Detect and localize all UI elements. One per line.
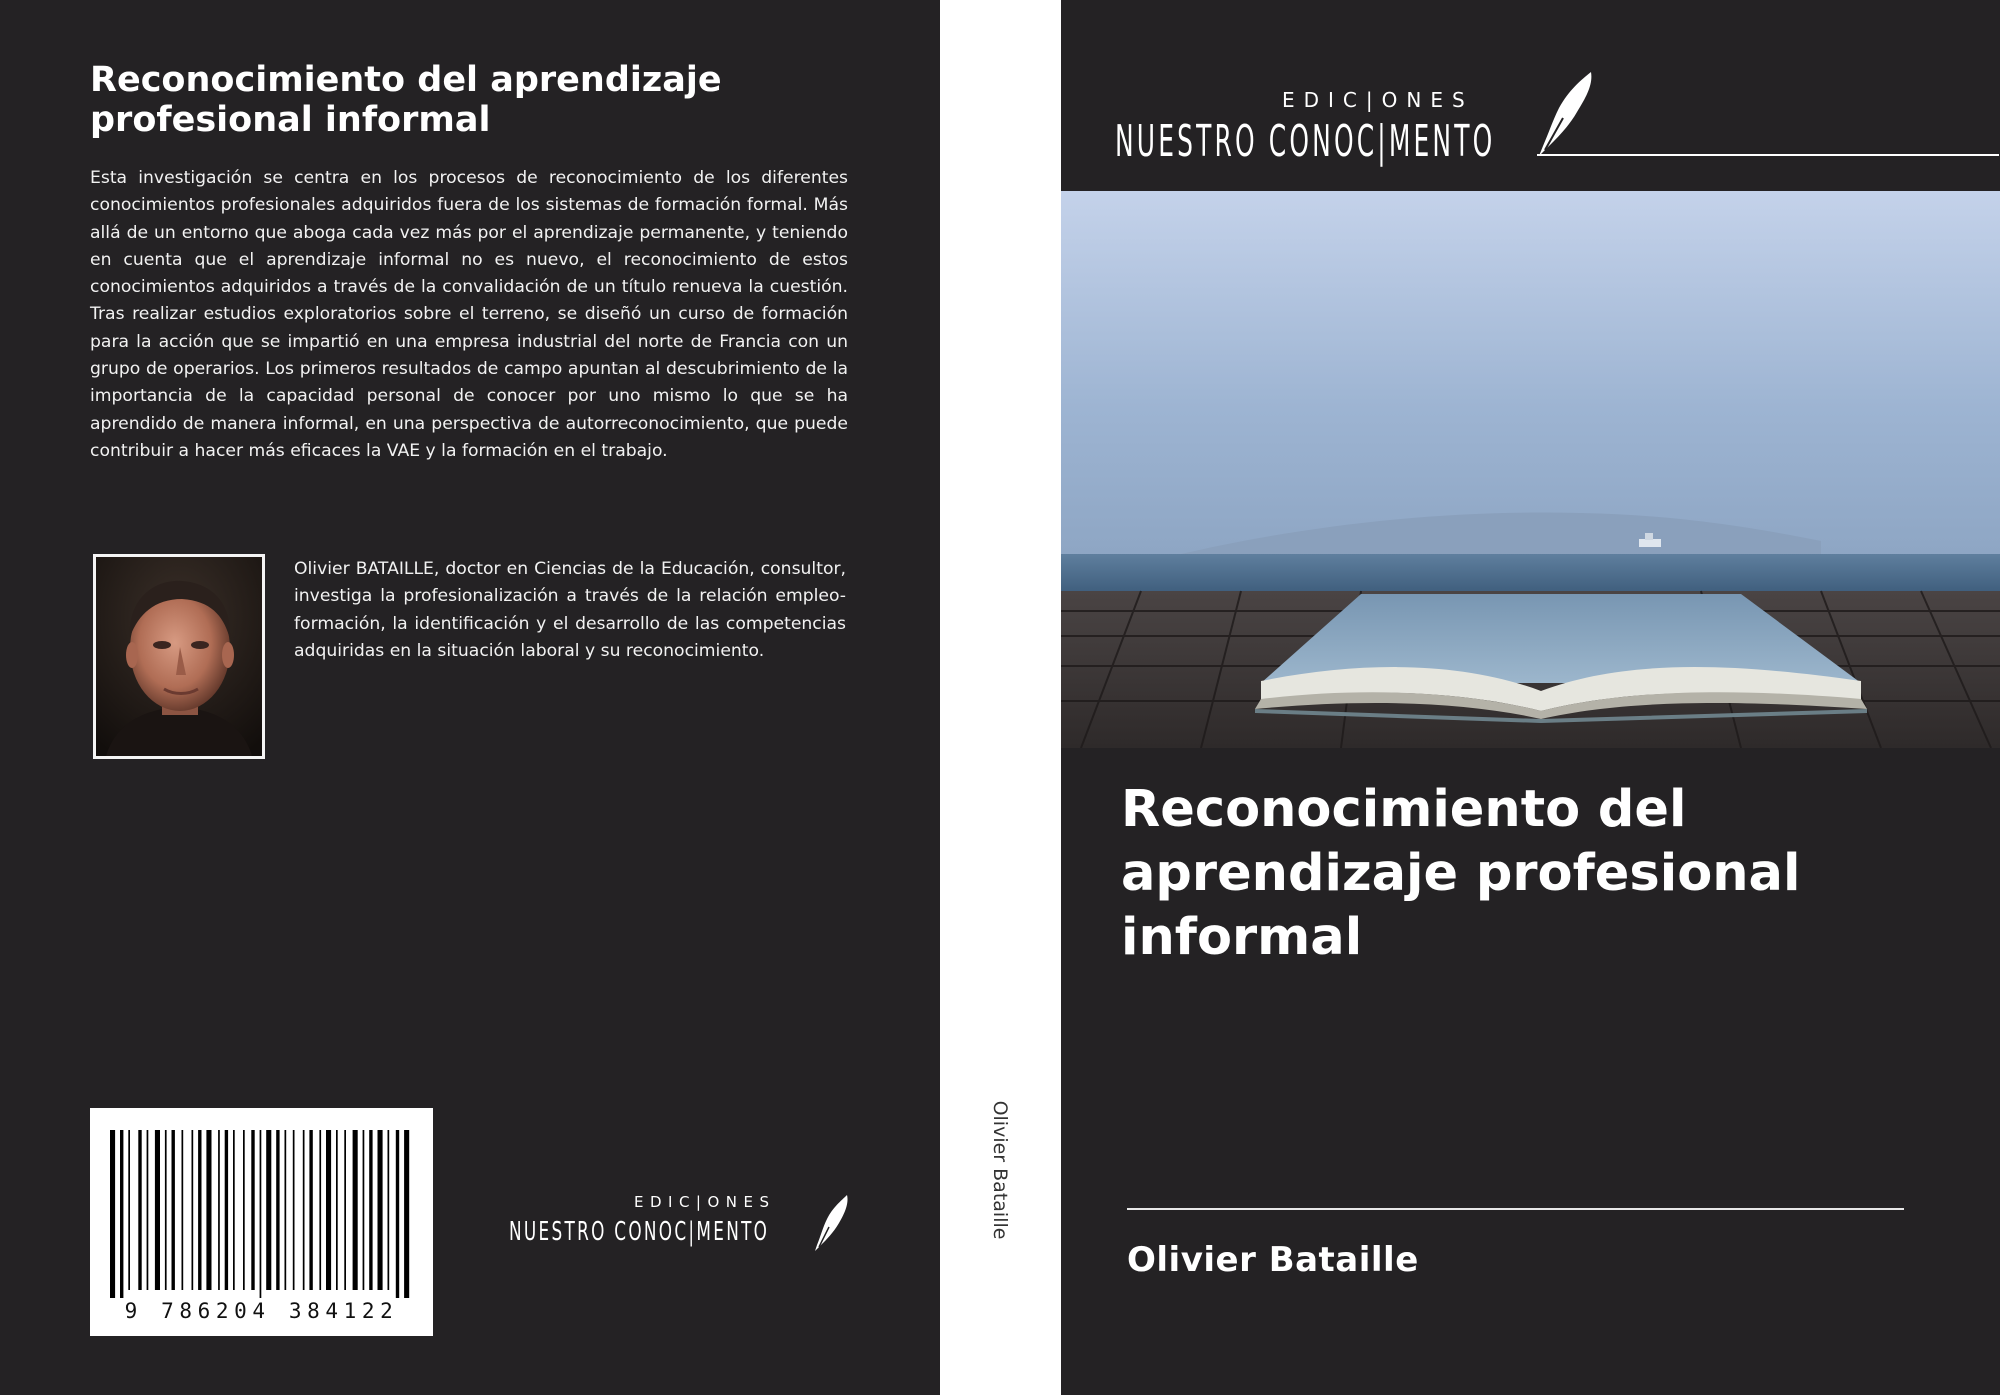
publisher-logo-front	[1115, 70, 2000, 167]
barcode-bar	[293, 1130, 295, 1290]
barcode-bar	[353, 1130, 358, 1290]
spine-author: Olivier Bataille	[989, 1100, 1011, 1240]
barcode-bar	[396, 1130, 399, 1298]
cover-image-open-book-sea	[1061, 191, 2000, 748]
barcode-bar	[206, 1130, 211, 1290]
author-photo	[93, 554, 265, 759]
barcode-bar	[319, 1130, 321, 1290]
barcode-bar	[363, 1130, 365, 1290]
publisher-line1: EDIC|ONES	[1282, 88, 1474, 112]
author-bio: Olivier BATAILLE, doctor en Ciencias de la Educación, consultor, investiga la profesionalización a través de la relación empleo-formación, la identificación y el desarrollo de las competencias adquiridas en la situación laboral y su reconocimiento.	[294, 559, 846, 661]
barcode-bar	[147, 1130, 149, 1290]
barcode-bar	[266, 1130, 271, 1290]
barcode-bar	[260, 1130, 262, 1298]
isbn-barcode	[90, 1108, 433, 1336]
isbn-digits: 9 786204 384122	[124, 1299, 399, 1323]
barcode-bar	[369, 1130, 372, 1290]
barcode-bar	[138, 1130, 141, 1290]
barcode-bar	[276, 1130, 279, 1290]
barcode-bar	[336, 1130, 338, 1290]
barcode-bar	[326, 1130, 331, 1290]
publisher-logo-back	[509, 1193, 859, 1255]
publisher-line2: NUESTRO CONOC|MENTO	[1115, 116, 1496, 167]
barcode-bar	[225, 1130, 228, 1290]
front-cover-rule	[1127, 1208, 1904, 1210]
front-cover-author: Olivier Bataille	[1127, 1240, 1419, 1280]
barcode-bar	[110, 1130, 115, 1298]
back-cover-summary: Esta investigación se centra en los procesos de reconocimiento de los diferentes conocimientos profesionales adquiridos fuera de los sistemas de formación formal. Más allá de un entorno que aboga cada vez más por el aprendizaje permanente, y teniendo en cuenta que el aprendizaje informal no es nuevo, el reconocimiento de estos conocimientos adquiridos a través de la convalidación de un título renueva la cuestión. Tras realizar estudios exploratorios sobre el terreno, se diseñó un curso de formación para la acción que se impartió en una empresa industrial del norte de Francia con un grupo de operarios. Los primeros resultados de campo apuntan al descubrimiento de la importancia de la capacidad personal de conocer por uno mismo lo que se ha aprendido de manera informal, en una perspectiva de autorreconocimiento, que puede contribuir a hacer más eficaces la VAE y la formación en el trabajo.	[90, 168, 848, 461]
barcode-bar	[243, 1130, 245, 1290]
barcode-bar	[309, 1130, 312, 1290]
publisher-line1: EDIC|ONES	[634, 1193, 776, 1211]
front-cover-title: Reconocimiento del aprendizaje profesional informal	[1121, 780, 1801, 967]
barcode-bar	[182, 1130, 184, 1290]
barcode-bar	[120, 1130, 123, 1298]
barcode-bar	[404, 1130, 409, 1298]
barcode-bar	[344, 1130, 346, 1290]
barcode-bar	[165, 1130, 167, 1290]
barcode-bar	[218, 1130, 220, 1290]
publisher-rule	[1537, 154, 1999, 156]
fountain-pen-nib-icon	[1535, 70, 1595, 158]
barcode-bar	[303, 1130, 305, 1290]
barcode-bars	[90, 1108, 433, 1298]
barcode-bar	[233, 1130, 235, 1290]
barcode-bar	[251, 1130, 254, 1290]
barcode-bar	[285, 1130, 287, 1290]
publisher-line2: NUESTRO CONOC|MENTO	[509, 1217, 770, 1247]
barcode-bar	[155, 1130, 160, 1290]
barcode-bar	[198, 1130, 201, 1290]
barcode-bar	[378, 1130, 383, 1290]
barcode-bar	[128, 1130, 130, 1290]
barcode-bar	[192, 1130, 194, 1290]
back-cover-title: Reconocimiento del aprendizaje profesional informal	[90, 60, 722, 140]
barcode-bar	[172, 1130, 175, 1290]
fountain-pen-nib-icon	[811, 1193, 851, 1253]
barcode-bar	[388, 1130, 390, 1290]
